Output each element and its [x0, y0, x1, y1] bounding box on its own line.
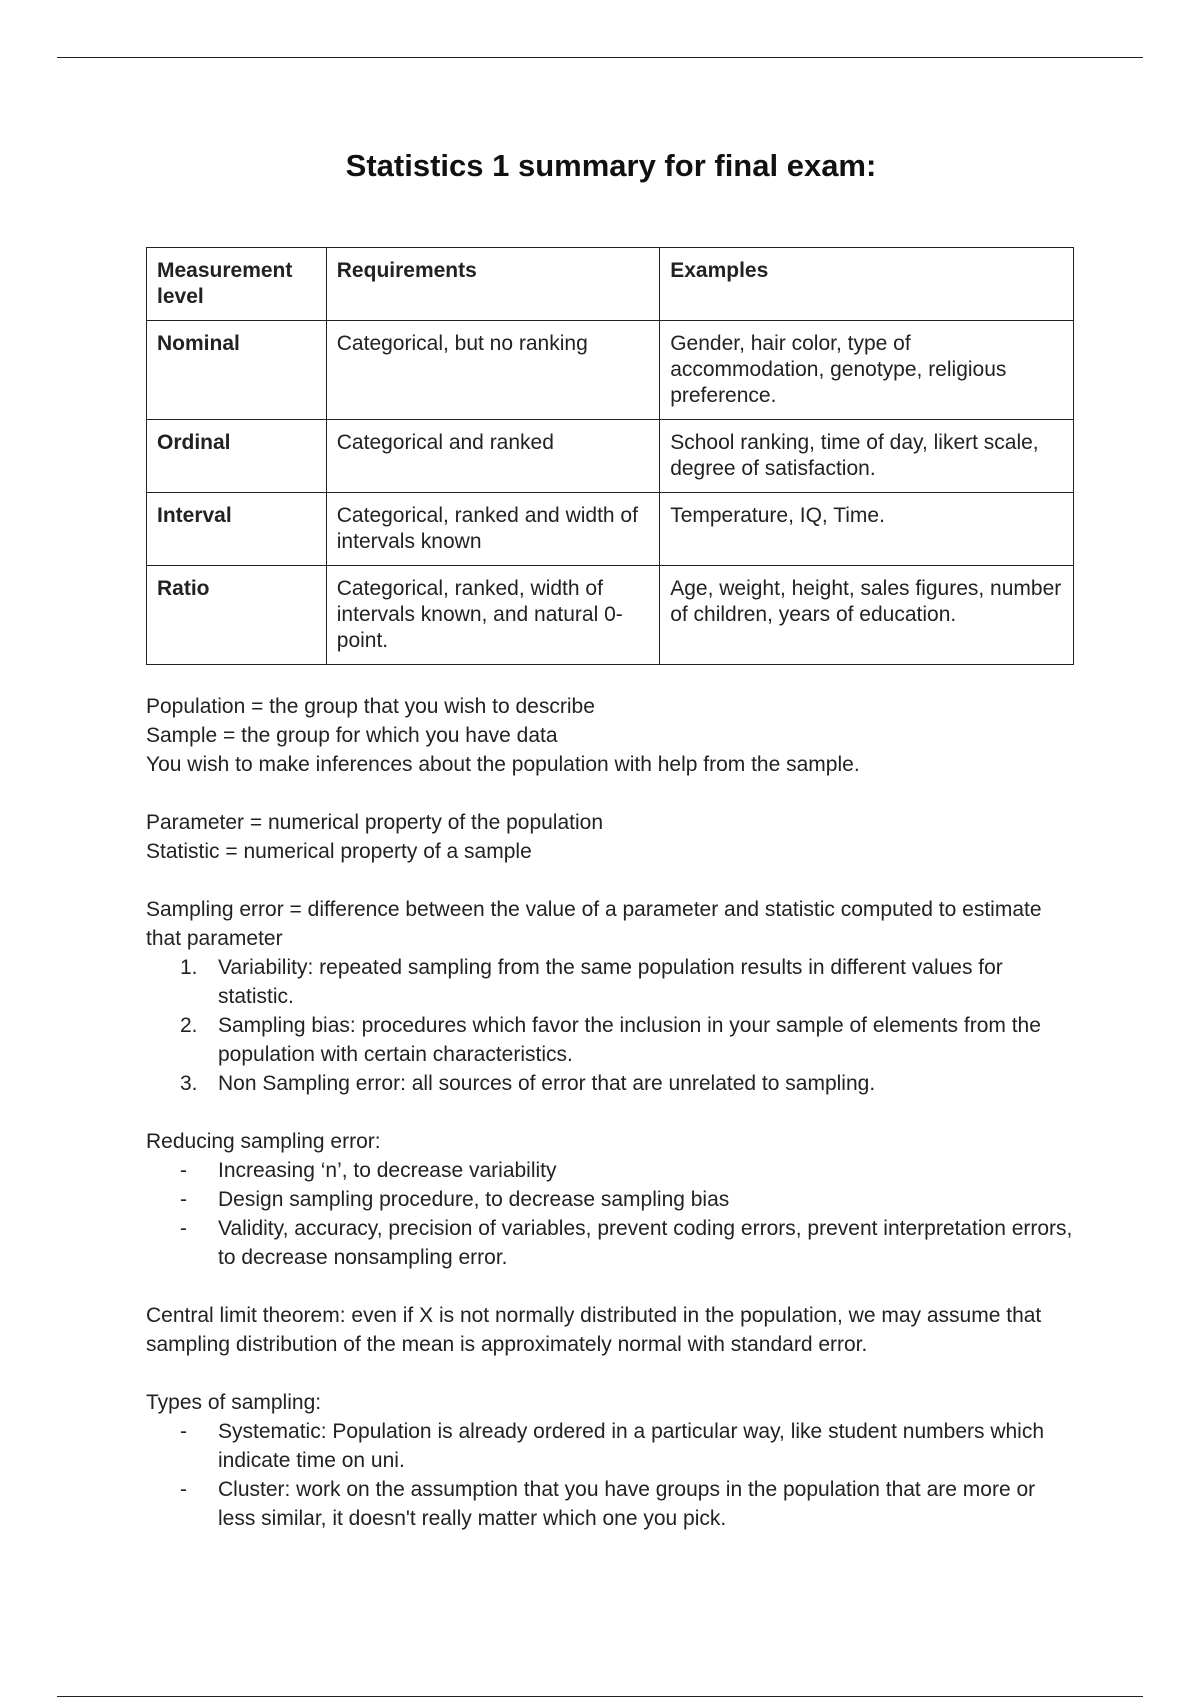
reducing-intro: Reducing sampling error: [146, 1130, 381, 1153]
bottom-rule [57, 1696, 1143, 1697]
types-list [146, 1417, 1076, 1533]
notes-section [146, 692, 1076, 1533]
list-marker: - [180, 1217, 187, 1240]
reducing-list [146, 1156, 1076, 1272]
statistic-line: Statistic = numerical property of a sample [146, 840, 532, 863]
list-item-text: Sampling bias: procedures which favor the inclusion in your sample of elements from the population with certain characteristics. [218, 1014, 1041, 1066]
list-item [146, 1417, 1076, 1475]
table-row [147, 493, 1074, 566]
list-marker: - [180, 1478, 187, 1501]
sample-line: Sample = the group for which you have data [146, 724, 558, 747]
page-title: Statistics 1 summary for final exam: [345, 148, 877, 183]
population-line: Population = the group that you wish to describe [146, 695, 595, 718]
list-marker: - [180, 1159, 187, 1182]
level-cell: Ordinal [147, 420, 327, 493]
list-marker: - [180, 1420, 187, 1443]
table-header-row [147, 248, 1074, 321]
requirements-cell: Categorical, but no ranking [326, 321, 659, 420]
examples-cell: Gender, hair color, type of accommodation, genotype, religious preference. [660, 321, 1074, 420]
list-marker: 2. [180, 1014, 198, 1037]
list-item [146, 1011, 1076, 1069]
list-marker: 3. [180, 1072, 198, 1095]
parameter-line: Parameter = numerical property of the population [146, 811, 604, 834]
list-item [146, 1156, 1076, 1185]
list-item [146, 1069, 1076, 1098]
measurement-table [146, 247, 1074, 665]
table-row [147, 420, 1074, 493]
sampling-error-list [146, 953, 1076, 1098]
table-row [147, 321, 1074, 420]
list-item-text: Systematic: Population is already ordered in a particular way, like student numbers which indicate time on uni. [218, 1420, 1045, 1472]
header-examples: Examples [660, 248, 1074, 321]
list-item-text: Increasing ‘n’, to decrease variability [218, 1159, 557, 1182]
table-row [147, 566, 1074, 665]
list-item [146, 953, 1076, 1011]
level-cell: Nominal [147, 321, 327, 420]
examples-cell: School ranking, time of day, likert scale, degree of satisfaction. [660, 420, 1074, 493]
requirements-cell: Categorical and ranked [326, 420, 659, 493]
list-item-text: Non Sampling error: all sources of error that are unrelated to sampling. [218, 1072, 876, 1095]
top-rule [57, 57, 1143, 58]
requirements-cell: Categorical, ranked, width of intervals known, and natural 0-point. [326, 566, 659, 665]
sampling-error-intro: Sampling error = difference between the value of a parameter and statistic computed to estimate that parameter [146, 898, 1042, 950]
examples-cell: Temperature, IQ, Time. [660, 493, 1074, 566]
requirements-cell: Categorical, ranked and width of intervals known [326, 493, 659, 566]
list-item-text: Design sampling procedure, to decrease sampling bias [218, 1188, 730, 1211]
list-marker: - [180, 1188, 187, 1211]
level-cell: Interval [147, 493, 327, 566]
list-marker: 1. [180, 956, 198, 979]
header-measurement-level: Measurement level [147, 248, 327, 321]
list-item-text: Cluster: work on the assumption that you have groups in the population that are more or less similar, it doesn't really matter which one you pick. [218, 1478, 1036, 1530]
inference-line: You wish to make inferences about the population with help from the sample. [146, 753, 860, 776]
list-item [146, 1214, 1076, 1272]
list-item-text: Variability: repeated sampling from the same population results in different values for statistic. [218, 956, 1003, 1008]
level-cell: Ratio [147, 566, 327, 665]
list-item-text: Validity, accuracy, precision of variables, prevent coding errors, prevent interpretation errors, to decrease nonsampling error. [218, 1217, 1073, 1269]
clt-paragraph: Central limit theorem: even if X is not normally distributed in the population, we may assume that sampling distribution of the mean is approximately normal with standard error. [146, 1304, 1042, 1356]
types-intro: Types of sampling: [146, 1391, 322, 1414]
examples-cell: Age, weight, height, sales figures, number of children, years of education. [660, 566, 1074, 665]
header-requirements: Requirements [326, 248, 659, 321]
list-item [146, 1475, 1076, 1533]
list-item [146, 1185, 1076, 1214]
